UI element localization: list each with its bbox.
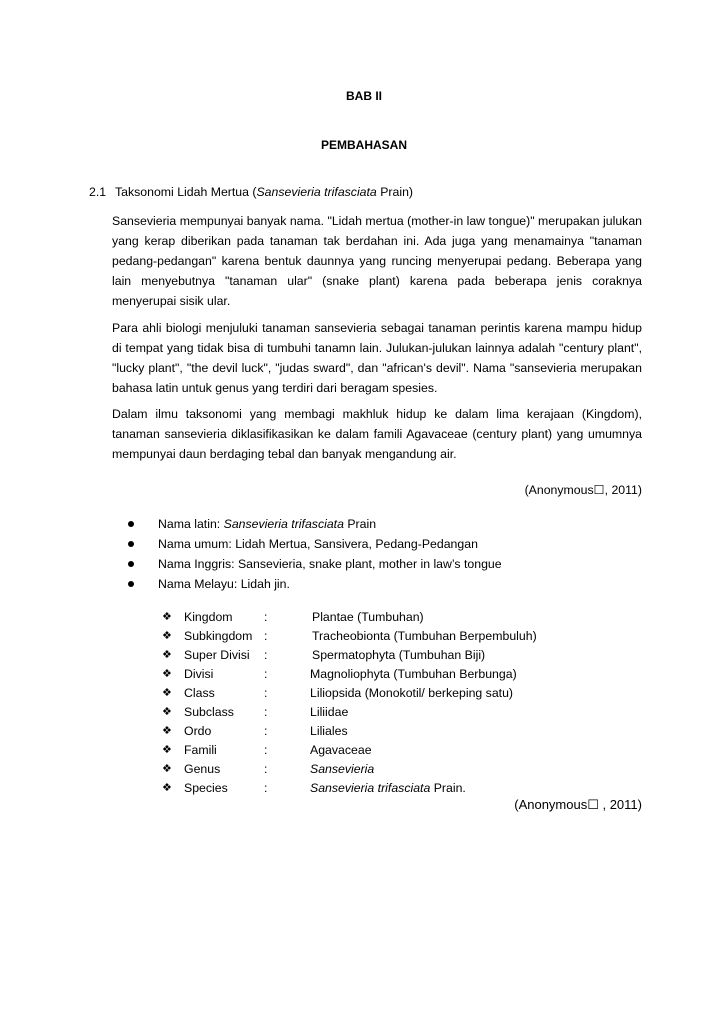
list-item: Nama latin: Sansevieria trifasciata Prain <box>126 514 502 534</box>
paragraph-taxonomy: Dalam ilmu taksonomi yang membagi makhluk hidup ke dalam lima kerajaan (Kingdom), tanaman sansevieria diklasifikasikan ke dalam famili Agavaceae (century plant) yang umumnya mempunyai daun berdaging tebal dan banyak mengandung air. <box>112 407 642 461</box>
chapter-title: PEMBAHASAN <box>320 138 407 152</box>
list-item: Nama Inggris: Sansevieria, snake plant, mother in law’s tongue <box>126 554 502 574</box>
diamond-bullet-icon: ❖ <box>162 744 172 756</box>
section-title-species: Sansevieria trifasciata <box>256 185 377 199</box>
diamond-bullet-icon: ❖ <box>162 687 172 699</box>
citation: (Anonymous☐ , 2011) <box>514 797 642 812</box>
diamond-bullet-icon: ❖ <box>162 763 172 775</box>
diamond-bullet-icon: ❖ <box>162 630 172 642</box>
diamond-bullet-icon: ❖ <box>162 668 172 680</box>
names-list <box>126 514 502 594</box>
bullet-dot-icon <box>128 521 134 527</box>
section-title-end: Prain) <box>376 185 413 199</box>
list-item: Nama umum: Lidah Mertua, Sansivera, Pedang-Pedangan <box>126 534 502 554</box>
document-page: BAB II PEMBAHASAN 2.1 Taksonomi Lidah Mertua (Sansevieria trifasciata Prain) Sansevieria mempunyai banyak nama. "Lidah mertua (mother-in law tongue)" merupakan julukan yang kerap diberikan pada tanaman tak berdahan ini. Ada juga yang menamainya "tanaman pedang-pedangan" karena bentuk daunnya yang runcing menyerupai pedang. Beberapa yang lain menyebutnya "tanaman ular" (snake plant) karena pada beberapa jenis coraknya menyerupai sisik ular. Para ahli biologi menjuluki tanaman sansevieria sebagai tanaman perintis karena mampu hidup di tempat yang tidak bisa di tumbuhi tanamn lain. Julukan-julukan lainnya adalah "century plant", "lucky plant", "the devil luck", "judas sward", dan "african's devil". Nama "sansevieria merupakan bahasa latin untuk genus yang terdiri dari beragam spesies. Dalam ilmu taksonomi yang membagi makhluk hidup ke dalam lima kerajaan (Kingdom), tanaman sansevieria diklasifikasikan ke dalam famili Agavaceae (century plant) yang umumnya mempunyai daun berdaging tebal dan banyak mengandung air. (Anonymous☐, 2011) Nama latin: Sansevieria trifasciata Prain Nama umum: Lidah Mertua, Sansivera, Pedang-Pedangan Nama Inggris: Sansevieria, snake plant, mother in law’s tongue Nama Melayu: Lidah jin. ❖ Kingdom : Plantae (Tumbuhan) ❖ Subkingdom : Tracheobionta (Tumbuhan Berpembuluh) ❖ Super Divisi : Spermatophyta (Tumbuhan Biji) ❖ Divisi : Magnoliophyta (Tumbuhan Berbunga) ❖ Class : Liliopsida (Monokotil/ berkeping satu) ❖ Subclass : Liliidae ❖ Ordo : Liliales ❖ Famili : Agavaceae ❖ Genus : Sansevieria ❖ Species : Sansevieria trifasciata Prain. (Anonymous☐ , 2011) <box>0 0 728 1030</box>
bullet-dot-icon <box>128 541 134 547</box>
section-title-start: Taksonomi Lidah Mertua ( <box>115 185 257 199</box>
bullet-dot-icon <box>128 561 134 567</box>
list-item: Nama Melayu: Lidah jin. <box>126 574 502 594</box>
paragraph-pioneer: Para ahli biologi menjuluki tanaman sansevieria sebagai tanaman perintis karena mampu hidup di tempat yang tidak bisa di tumbuhi tanamn lain. Julukan-julukan lainnya adalah "century plant", "lucky plant", "the devil luck", "judas sward", dan "african's devil". Nama "sansevieria merupakan bahasa latin untuk genus yang terdiri dari beragam spesies. <box>112 321 642 395</box>
diamond-bullet-icon: ❖ <box>162 725 172 737</box>
diamond-bullet-icon: ❖ <box>162 782 172 794</box>
section-heading <box>89 185 413 199</box>
section-number: 2.1 <box>89 185 107 199</box>
chapter-heading: BAB II <box>346 89 382 103</box>
paragraph-names: Sansevieria mempunyai banyak nama. "Lidah mertua (mother-in law tongue)" merupakan julukan yang kerap diberikan pada tanaman tak berdahan ini. Ada juga yang menamainya "tanaman pedang-pedangan" karena bentuk daunnya yang runcing menyerupai pedang. Beberapa yang lain menyebutnya "tanaman ular" (snake plant) karena pada beberapa jenis coraknya menyerupai sisik ular. <box>112 214 642 308</box>
diamond-bullet-icon: ❖ <box>162 611 172 623</box>
diamond-bullet-icon: ❖ <box>162 649 172 661</box>
diamond-bullet-icon: ❖ <box>162 706 172 718</box>
bullet-dot-icon <box>128 581 134 587</box>
citation: (Anonymous☐, 2011) <box>524 483 642 497</box>
